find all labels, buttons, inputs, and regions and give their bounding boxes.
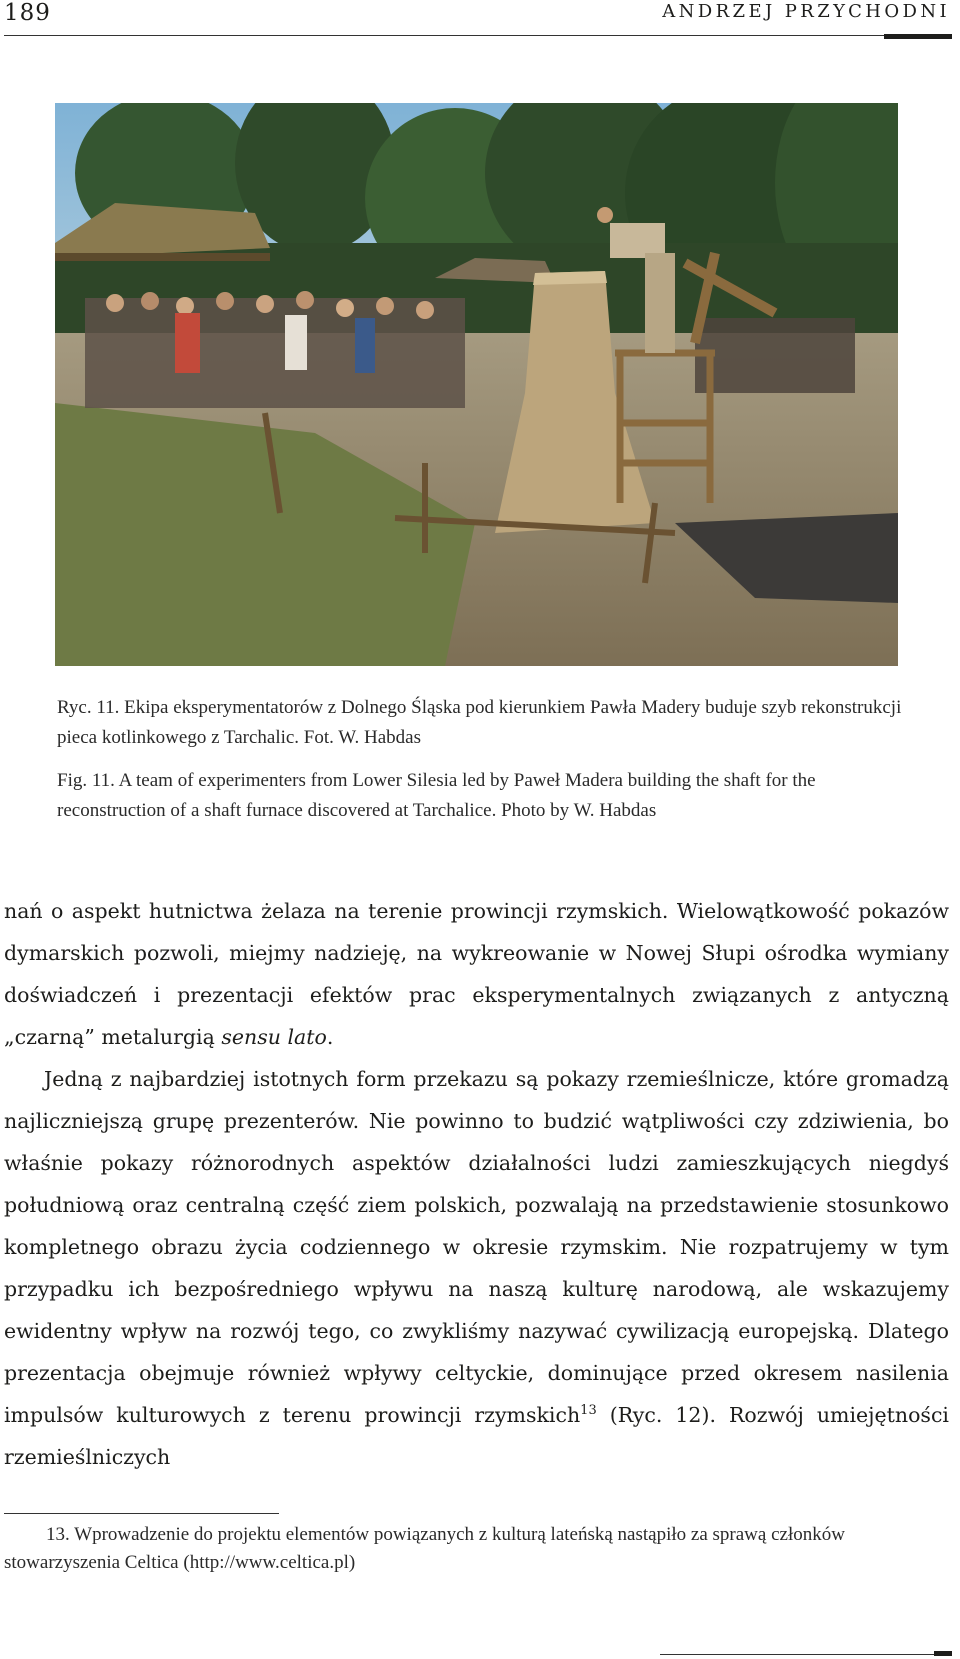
page-number: 189 bbox=[4, 0, 51, 26]
figure-caption-en: Fig. 11. A team of experimenters from Lower Silesia led by Paweł Madera building the shaft for the reconstruction of a shaft furnace discovered at Tarchalice. Photo by W. Habdas bbox=[57, 770, 816, 821]
header-rule-accent bbox=[884, 34, 952, 39]
figure-photo bbox=[55, 103, 898, 666]
paragraph-1-italic: sensu lato bbox=[221, 1025, 327, 1049]
body-text bbox=[4, 890, 949, 1520]
paragraph-1-text: nań o aspekt hutnictwa żelaza na terenie prowincji rzymskich. Wielowątkowość pokazów dymarskich pozwoli, miejmy nadzieję, na wykreowanie w Nowej Słupi ośrodka wymiany doświadczeń i prezentacji efektów prac eksperymentalnych związanych z antyczną „czarną” metalurgią bbox=[4, 899, 949, 1049]
paragraph-2-end: (Ryc. 12). Rozwój umiejętności rzemieślniczych bbox=[4, 1403, 949, 1469]
paragraph-2-text: Jedną z najbardziej istotnych form przekazu są pokazy rzemieślnicze, które gromadzą najliczniejszą grupę prezenterów. Nie powinno to budzić wątpliwości czy zdziwienia, bo właśnie pokazy różnorodnych aspektów działalności ludzi zamieszkujących niegdyś południową oraz centralną część ziem polskich, pozwalają na przedstawienie stosunkowo kompletnego obrazu życia codziennego w okresie rzymskim. Nie rozpatrujemy w tym przypadku ich bezpośredniego wpływu na naszą kulturę narodową, ale wskazujemy ewidentny wpływ na rozwój tego, co zwykliśmy nazywać cywilizacją europejską. Dlatego prezentacja obejmuje również wpływy celtyckie, dominujące przed okresem nasilenia impulsów kulturowych z terenu prowincji rzymskich bbox=[4, 1067, 949, 1427]
running-head: ANDRZEJ PRZYCHODNI bbox=[662, 1, 950, 22]
paragraph-2 bbox=[4, 1058, 949, 1520]
header-rule bbox=[4, 35, 952, 36]
footnote-reference[interactable]: 13 bbox=[580, 1403, 597, 1418]
paragraph-1 bbox=[4, 890, 949, 1058]
bottom-rule-accent bbox=[934, 1651, 952, 1656]
figure-caption-pl: Ryc. 11. Ekipa eksperymentatorów z Dolnego Śląska pod kierunkiem Pawła Madery buduje szyb rekonstrukcji pieca kotlinkowego z Tarchalic. Fot. W. Habdas bbox=[57, 697, 902, 748]
footnote: 13. Wprowadzenie do projektu elementów powiązanych z kulturą lateńską nastąpiło za sprawą członków stowarzyszenia Celtica (http://www.celtica.pl) bbox=[4, 1524, 845, 1573]
footnote-rule bbox=[4, 1513, 279, 1514]
bottom-rule bbox=[660, 1654, 952, 1655]
paragraph-1-end: . bbox=[326, 1025, 334, 1049]
